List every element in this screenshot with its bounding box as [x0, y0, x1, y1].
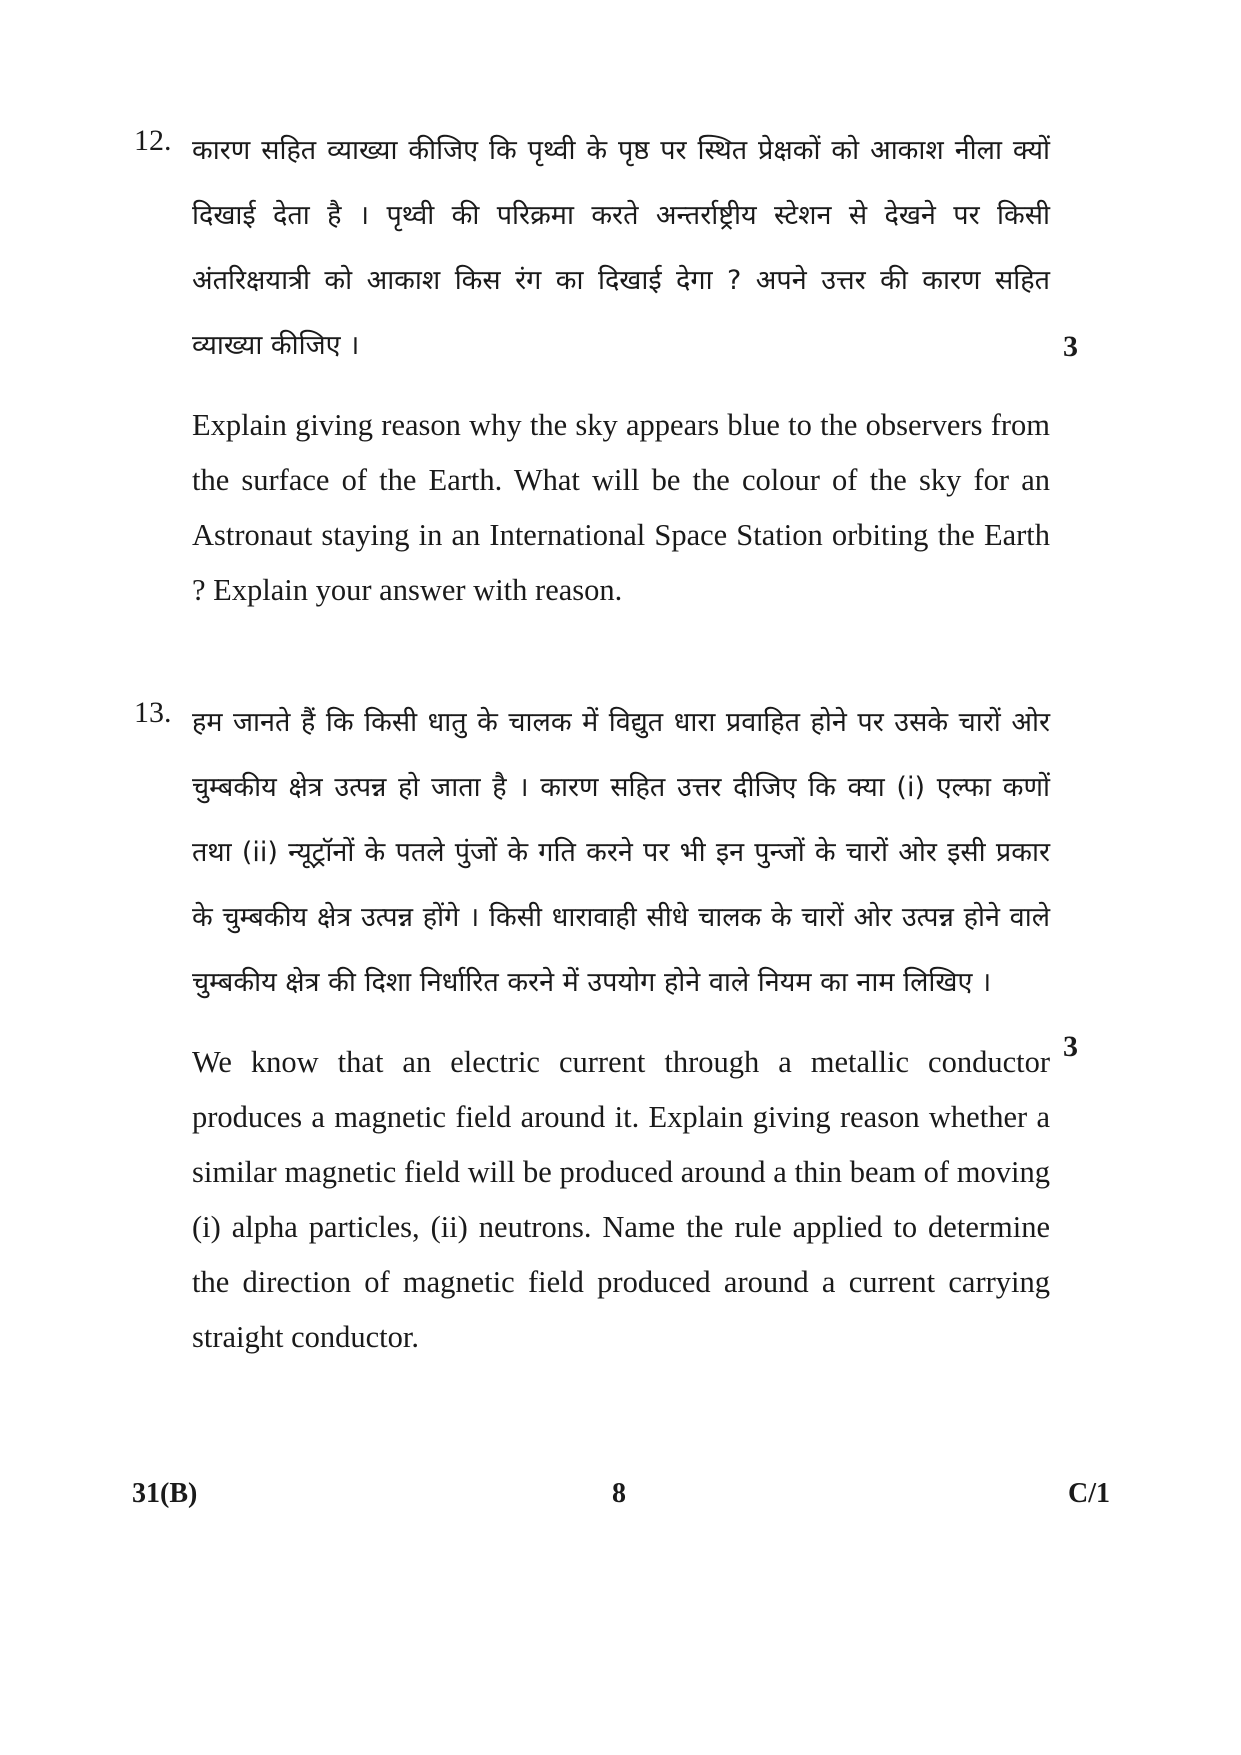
paper-set: C/1	[1068, 1478, 1110, 1509]
question-marks: 3	[1063, 330, 1078, 363]
question-number: 13.	[134, 696, 172, 729]
paper-code: 31(B)	[132, 1478, 198, 1509]
question-body	[192, 118, 1050, 618]
question-text-english: We know that an electric current through a metallic conductor produces a magnetic field around it. Explain giving reason whether a similar magnetic field will be produced around a thin beam of moving (i) alpha particles, (ii) neutrons. Name the rule applied to determine the direction of magnetic field produced around a current carrying straight conductor.	[192, 1045, 1050, 1354]
question-body	[192, 690, 1050, 1365]
question-number: 12.	[134, 124, 172, 157]
question-text-hindi: कारण सहित व्याख्या कीजिए कि पृथ्वी के पृष्ठ पर स्थित प्रेक्षकों को आकाश नीला क्यों दिखाई देता है । पृथ्वी की परिक्रमा करते अन्तर्राष्ट्रीय स्टेशन से देखने पर किसी अंतरिक्षयात्री को आकाश किस रंग का दिखाई देगा ? अपने उत्तर की कारण सहित व्याख्या कीजिए ।	[192, 135, 1050, 361]
question-marks: 3	[1063, 1030, 1078, 1063]
question-text-hindi: हम जानते हैं कि किसी धातु के चालक में विद्युत धारा प्रवाहित होने पर उसके चारों ओर चुम्बकीय क्षेत्र उत्पन्न हो जाता है । कारण सहित उत्तर दीजिए कि क्या (i) एल्फा कणों तथा (ii) न्यूट्रॉनों के पतले पुंजों के गति करने पर भी इन पुन्जों के चारों ओर इसी प्रकार के चुम्बकीय क्षेत्र उत्पन्न होंगे । किसी धारावाही सीधे चालक के चारों ओर उत्पन्न होने वाले चुम्बकीय क्षेत्र की दिशा निर्धारित करने में उपयोग होने वाले नियम का नाम लिखिए ।	[192, 707, 1050, 998]
question-text-english: Explain giving reason why the sky appears blue to the observers from the surface of the Earth. What will be the colour of the sky for an Astronaut staying in an International Space Station orbiting the Earth ? Explain your answer with reason.	[192, 408, 1050, 607]
page-number: 8	[612, 1478, 626, 1509]
